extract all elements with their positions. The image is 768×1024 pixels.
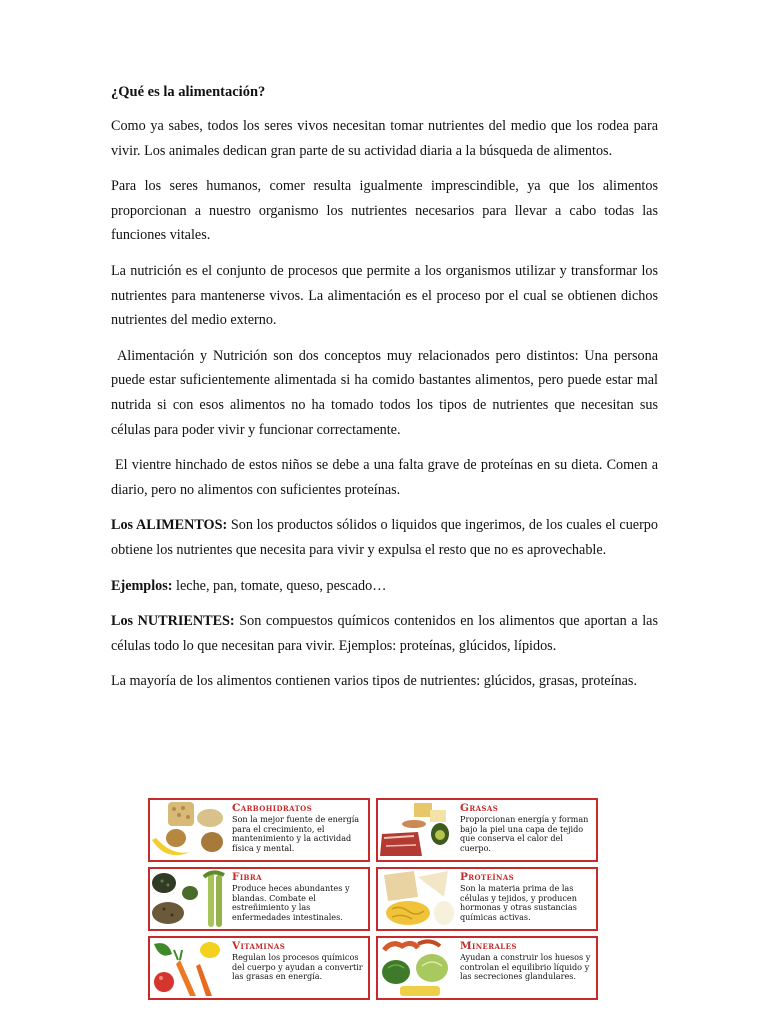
card-title: Fibra [232, 871, 262, 883]
card-title: Grasas [460, 802, 499, 814]
minerals-food-image [378, 938, 458, 998]
card-grasas [376, 798, 598, 862]
card-title: Carbohidratos [232, 802, 313, 814]
alimentos-label: Los ALIMENTOS: [111, 517, 228, 534]
card-title: Minerales [460, 940, 517, 952]
ejemplos-text: leche, pan, tomate, queso, pescado… [172, 577, 387, 594]
carbohydrates-food-image [150, 800, 230, 860]
document-body [111, 84, 658, 705]
nutrients-chart [148, 798, 606, 1001]
nutrientes-text: Son compuestos químicos contenidos en los alimentos que aportan a las células todo lo que necesitan para vivir. Ejemplos: proteínas, glúcidos, lípidos. [111, 613, 658, 654]
nutrientes-label: Los NUTRIENTES: [111, 613, 235, 630]
paragraph-9: La mayoría de los alimentos contienen varios tipos de nutrientes: glúcidos, grasas, proteínas. [111, 673, 637, 690]
card-title: Proteínas [460, 871, 515, 883]
page-title: ¿Qué es la alimentación? [111, 84, 266, 100]
proteins-food-image [378, 869, 458, 929]
card-description: Son la mejor fuente de energía para el crecimiento, el mantenimiento y la actividad física y mental. [232, 814, 360, 853]
card-proteinas [376, 867, 598, 931]
card-title: Vitaminas [232, 940, 286, 952]
paragraph-nutrientes [111, 609, 658, 658]
card-description: Proporcionan energía y forman bajo la piel una capa de tejido que conserva el calor del cuerpo. [460, 814, 589, 853]
paragraph-ejemplos [111, 574, 658, 599]
card-description: Son la materia prima de las células y tejidos, y producen hormonas y otras sustancias químicas activas. [460, 883, 577, 922]
paragraph-2: Para los seres humanos, comer resulta igualmente imprescindible, ya que los alimentos proporcionan a nuestro organismo los nutrientes necesarios para llevar a cabo todas las funciones vitales. [111, 178, 658, 244]
ejemplos-label: Ejemplos: [111, 577, 173, 594]
vitamins-food-image [150, 938, 230, 998]
paragraph-alimentos [111, 513, 658, 562]
card-description: Produce heces abundantes y blandas. Combate el estreñimiento y las enfermedades intestinales. [232, 883, 350, 922]
card-description: Regulan los procesos químicos del cuerpo y ayudan a convertir las grasas en energía. [232, 952, 363, 982]
paragraph-1: Como ya sabes, todos los seres vivos necesitan tomar nutrientes del medio que los rodea para vivir. Los animales dedican gran parte de su actividad diaria a la búsqueda de alimentos. [111, 118, 658, 159]
card-vitaminas [148, 936, 370, 1000]
card-fibra [148, 867, 370, 931]
card-minerales [376, 936, 598, 1000]
paragraph-5: El vientre hinchado de estos niños se debe a una falta grave de proteínas en su dieta. Comen a diario, pero no alimentos con suficientes proteínas. [111, 457, 658, 498]
fiber-food-image [150, 869, 230, 929]
fats-food-image [378, 800, 458, 860]
paragraph-3: La nutrición es el conjunto de procesos que permite a los organismos utilizar y transformar los nutrientes para mantenerse vivos. La alimentación es el proceso por el cual se obtienen dichos nutrientes del medio externo. [111, 262, 658, 329]
card-carbohidratos [148, 798, 370, 862]
card-description: Ayudan a construir los huesos y controlan el equilibrio líquido y las secreciones glandulares. [460, 952, 591, 982]
alimentos-text: Son los productos sólidos o liquidos que ingerimos, de los cuales el cuerpo obtiene los nutrientes que necesita para vivir y expulsa el resto que no es aprovechable. [111, 517, 658, 558]
paragraph-4: Alimentación y Nutrición son dos conceptos muy relacionados pero distintos: Una persona puede estar suficientemente alimentada si ha comido bastantes alimentos, pero puede estar mal nutrida si con esos alimentos no ha tomado todos los tipos de nutrientes que necesitan sus células para poder vivir y funcionar correctamente. [111, 347, 658, 438]
